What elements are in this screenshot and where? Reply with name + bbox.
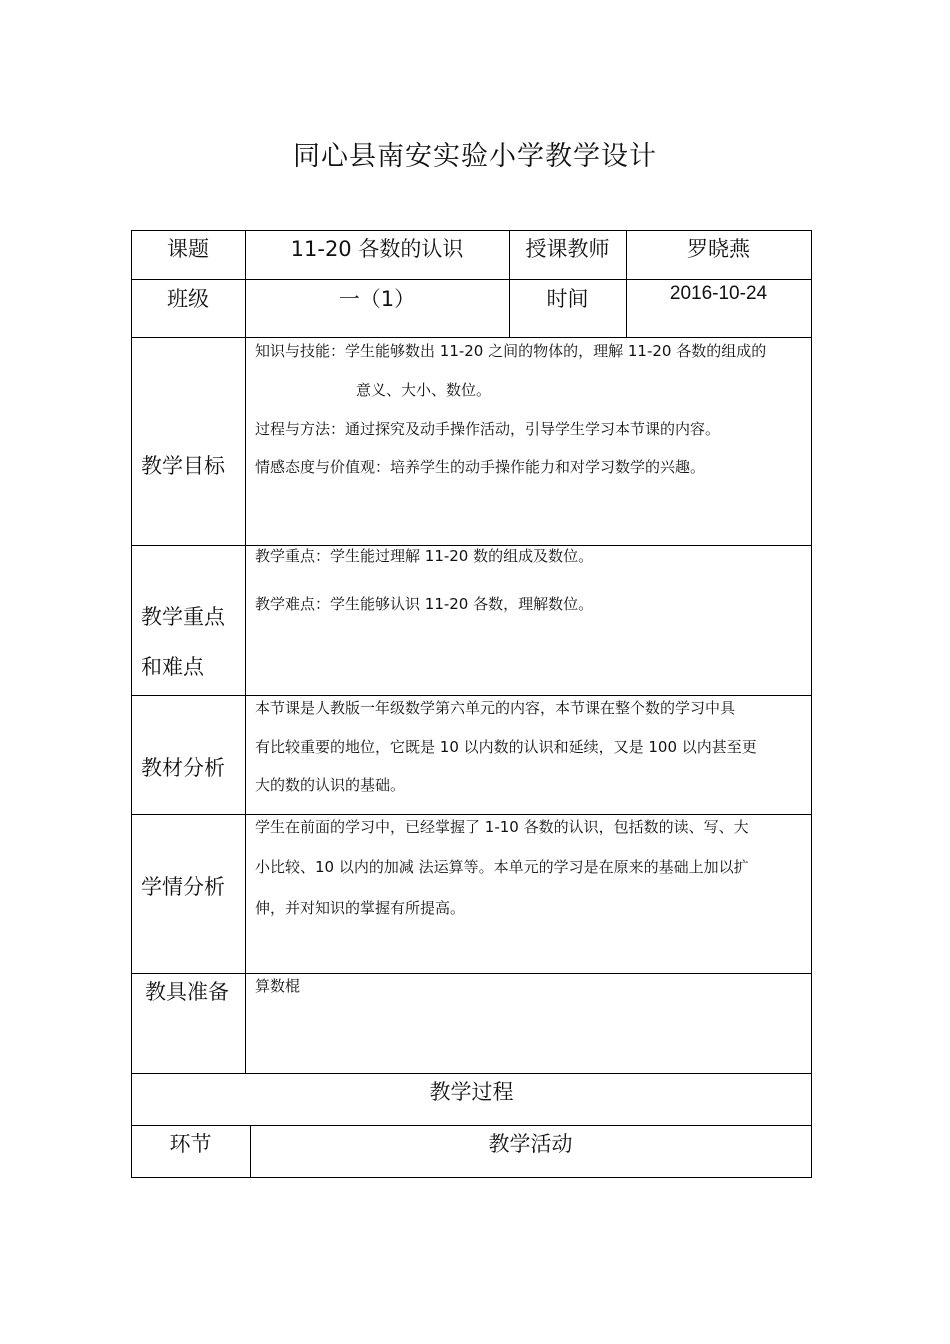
tools-label: 教具准备 [145, 980, 229, 1004]
key-points-label: 和难点 [141, 655, 204, 679]
objectives-line: 意义、大小、数位。 [356, 381, 492, 399]
process-col-stage: 环节 [169, 1132, 212, 1156]
table-border-top [131, 230, 812, 231]
topic-value: 11-20 各数的认识 [290, 237, 464, 261]
process-col-activity: 教学活动 [488, 1132, 573, 1156]
objectives-line: 情感态度与价值观：培养学生的动手操作能力和对学习数学的兴趣。 [255, 458, 706, 476]
key-points-line: 教学重点：学生能过理解 11-20 数的组成及数位。 [255, 547, 594, 565]
row-divider [131, 337, 812, 338]
material-line: 本节课是人教版一年级数学第六单元的内容，本节课在整个数的学习中具 [255, 699, 736, 717]
key-points-line: 教学难点：学生能够认识 11-20 各数，理解数位。 [255, 595, 594, 613]
row-divider [131, 695, 812, 696]
key-points-label: 教学重点 [141, 605, 225, 629]
students-line: 伸，并对知识的掌握有所提高。 [255, 899, 466, 917]
objectives-label: 教学目标 [141, 454, 225, 478]
row-divider [131, 1125, 812, 1126]
objectives-line: 过程与方法：通过探究及动手操作活动，引导学生学习本节课的内容。 [255, 420, 721, 438]
teacher-label: 授课教师 [525, 237, 610, 261]
row-divider [131, 279, 812, 280]
students-label: 学情分析 [141, 875, 225, 899]
table-border-right [811, 230, 812, 1178]
topic-label: 课题 [167, 237, 209, 261]
tools-value: 算数棍 [255, 977, 301, 995]
row-divider [131, 814, 812, 815]
material-line: 大的数的认识的基础。 [255, 776, 406, 794]
material-label: 教材分析 [141, 756, 225, 780]
row-divider [131, 973, 812, 974]
time-value: 2016-10-24 [669, 283, 768, 304]
class-label: 班级 [167, 287, 209, 311]
page-title: 同心县南安实验小学教学设计 [293, 141, 657, 172]
row-divider [131, 1073, 812, 1074]
objectives-line: 知识与技能：学生能够数出 11-20 之间的物体的，理解 11-20 各数的组成的 [255, 342, 767, 360]
time-label: 时间 [546, 287, 589, 311]
material-line: 有比较重要的地位，它既是 10 以内数的认识和延续，又是 100 以内甚至更 [255, 738, 757, 756]
table-border-left [131, 230, 132, 1178]
process-header: 教学过程 [429, 1080, 514, 1104]
teacher-value: 罗晓燕 [687, 237, 750, 261]
students-line: 小比较、10 以内的加减 法运算等。本单元的学习是在原来的基础上加以扩 [255, 858, 749, 876]
table-border-bottom [131, 1177, 812, 1178]
students-line: 学生在前面的学习中，已经掌握了 1-10 各数的认识，包括数的读、写、大 [255, 818, 749, 836]
column-divider [245, 230, 246, 1073]
class-value: 一（1） [338, 287, 416, 311]
